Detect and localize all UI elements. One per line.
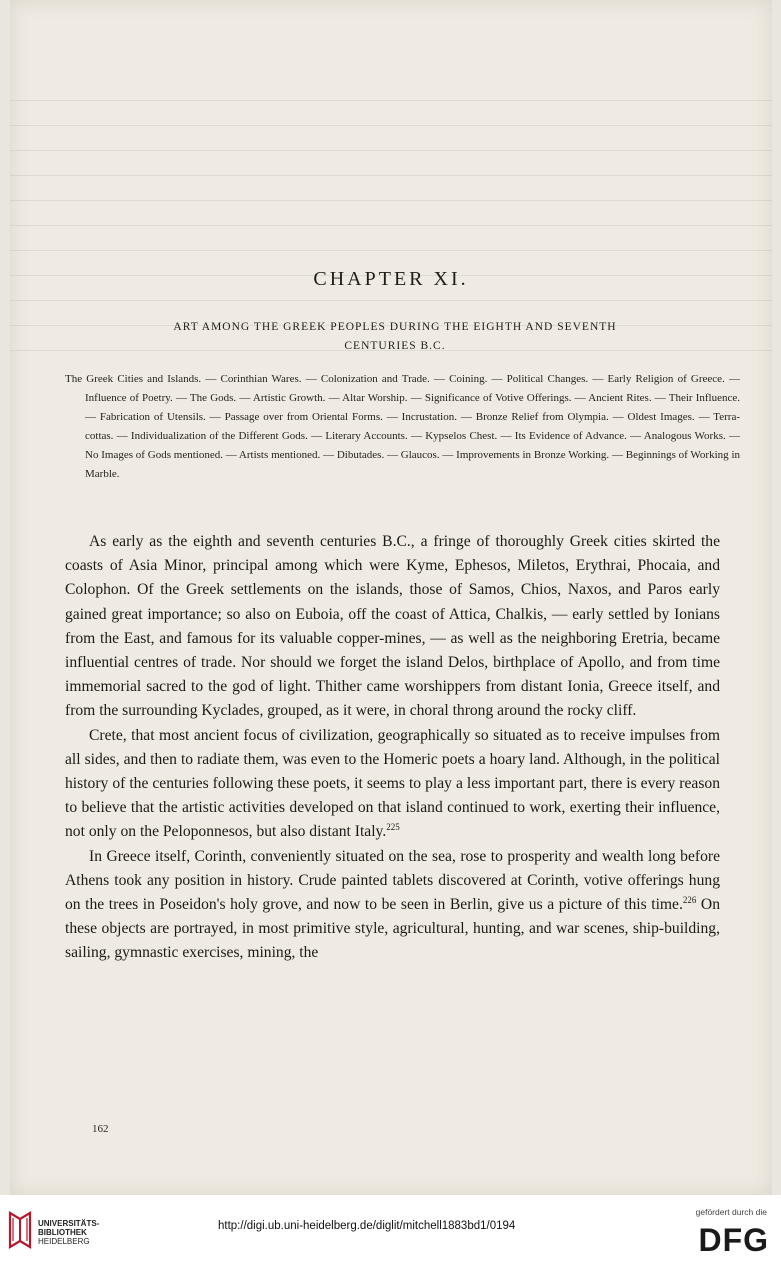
library-name[interactable] <box>38 1219 99 1246</box>
funding-note: gefördert durch die <box>695 1207 767 1217</box>
page-number: 162 <box>92 1123 109 1135</box>
chapter-subtitle <box>70 318 720 356</box>
library-name-line: UNIVERSITÄTS- <box>38 1219 100 1228</box>
paragraph <box>65 724 720 845</box>
chapter-subtitle-line: CENTURIES B.C. <box>344 340 446 352</box>
library-name-line: BIBLIOTHEK <box>38 1228 87 1237</box>
chapter-synopsis: The Greek Cities and Islands. — Corinthian Wares. — Colonization and Trade. — Coining. — Political Changes. — Early Religion of Greece. — Influence of Poetry. — The Gods. — Artistic Growth. — Altar Worship. — Significance of Votive Offerings. — Ancient Rites. — Their Influence. — Fabrication of Utensils. — Passage over from Oriental Forms. — Incrustation. — Bronze Relief from Olympia. — Oldest Images. — Terra-cottas. — Individualization of the Different Gods. — Literary Accounts. — Kypselos Chest. — Its Evidence of Advance. — Analogous Works. — No Images of Gods mentioned. — Artists mentioned. — Dibutades. — Glaucos. — Improvements in Bronze Working. — Beginnings of Working in Marble. <box>65 373 740 480</box>
body-text <box>65 530 720 966</box>
viewer-footer <box>0 1195 781 1265</box>
paragraph <box>65 845 720 966</box>
library-name-line: HEIDELBERG <box>38 1237 90 1246</box>
scanned-page <box>10 0 772 1195</box>
chapter-heading: CHAPTER XI. <box>313 268 469 290</box>
chapter-subtitle-line: ART AMONG THE GREEK PEOPLES DURING THE EIGHTH AND SEVENTH <box>173 321 617 333</box>
footnote-ref[interactable]: 225 <box>386 822 400 833</box>
footnote-ref[interactable]: 226 <box>682 894 697 905</box>
paragraph-text: Crete, that most ancient focus of civilization, geographically so situated as to receive impulses from all sides, and then to radiate them, was even to the Homeric poets a hoary land. Although, in the political history of the centuries following these poets, it seems to play a less important part, there is every reason to believe that the artistic activities developed on that island continued to work, exerting their influence, not only on the Peloponnesos, but also distant Italy. <box>65 726 720 841</box>
permalink-url[interactable]: http://digi.ub.uni-heidelberg.de/diglit/mitchell1883bd1/0194 <box>218 1220 516 1232</box>
paragraph-text: On these objects are portrayed, in most primitive style, agricultural, hunting, and war scenes, ship-building, sailing, gymnastic exercises, mining, the <box>65 896 720 962</box>
paragraph-text: In Greece itself, Corinth, conveniently situated on the sea, rose to prosperity and wealth long before Athens took any position in history. Crude painted tablets discovered at Corinth, votive offerings hung on the trees in Poseidon's holy grove, and now to be seen in Berlin, give us a picture of this time. <box>65 847 720 914</box>
paragraph: As early as the eighth and seventh centuries B.C., a fringe of thoroughly Greek cities skirted the coasts of Asia Minor, principal among which were Kyme, Ephesos, Miletos, Erythrai, Phocaia, and Colophon. Of the Greek settlements on the islands, those of Samos, Chios, Naxos, and Paros early gained great importance; so also on Euboia, off the coast of Attica, Chalkis, — early settled by Ionians from the East, and famous for its valuable copper-mines, — as well as the neighboring Eretria, became influential centres of trade. Nor should we forget the island Delos, birthplace of Apollo, and from time immemorial sacred to the god of light. Thither came worshippers from distant Ionia, Greece itself, and from the surrounding Kyclades, grouped, as it were, in choral throng around the rocky cliff. <box>65 533 720 720</box>
book-logo-icon[interactable] <box>8 1207 32 1251</box>
dfg-logo[interactable]: DFG <box>698 1222 769 1258</box>
